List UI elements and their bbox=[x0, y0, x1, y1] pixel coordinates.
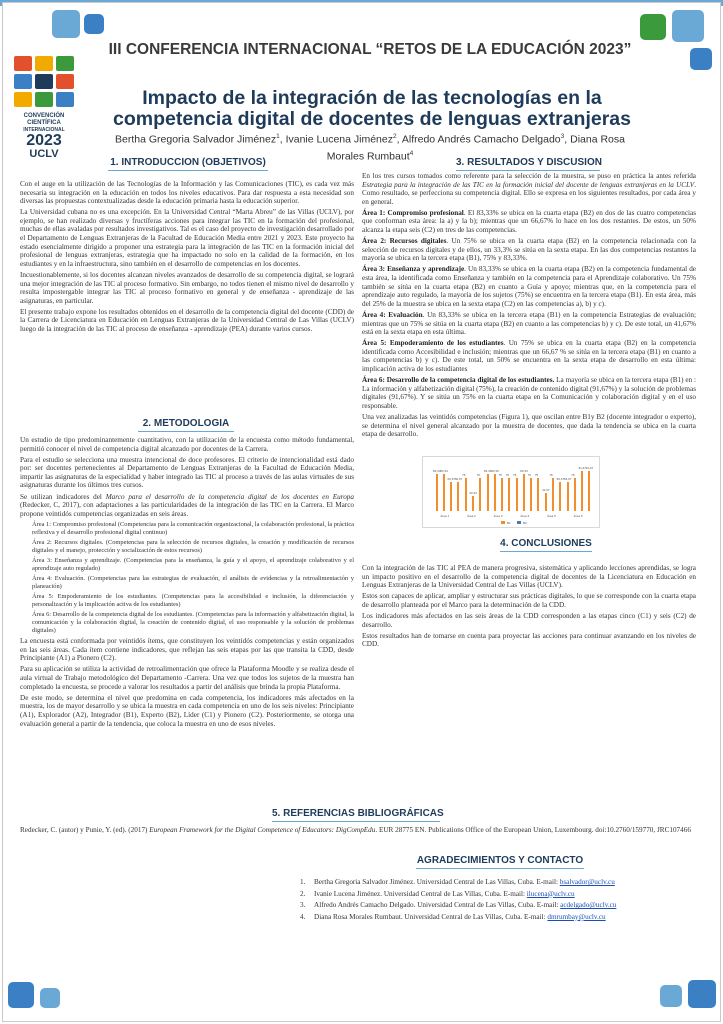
area-text: . Un 83,33% se ubica en la tercera etapa (B1) en la competencia Estrategias de evaluación; mientras que un 75% se sitúa en la cuarta etapa (B2) en cuanto a las competencias b) y c). De este total, un 41,67% está en la sexta etapa en esta última. bbox=[362, 310, 697, 337]
chart-bar bbox=[487, 474, 489, 511]
area-text: . Un 83,33% se ubica en la cuarta etapa (B2) en la competencia fundamental de esta área, la identificada como Enseñanza y también en la competencia para el Aprendizaje colaborativo. Un 75% también se sitúa en la cuarta etapa (B2) en cuanto a Guía y apoyo; mientras que, en la competencia para el aprendizaje auto regulado, la mayoría de los sujetos (75%) se encuentra en la tercera etapa (B1). En esta área, más del 25% de la muestra se ubica en la sexta etapa (C2) en las competencias a), b) y c). bbox=[362, 265, 697, 308]
chart-bar bbox=[457, 482, 459, 511]
chart-bar bbox=[574, 478, 576, 511]
results-body bbox=[362, 172, 696, 441]
chart-bar bbox=[443, 474, 445, 511]
bar-value-label: 75 bbox=[527, 473, 531, 477]
author-3: Alfredo Andrés Camacho Delgado bbox=[401, 133, 561, 146]
result-area bbox=[362, 265, 696, 308]
chart-bar bbox=[479, 478, 481, 511]
area-heading: Área 5: Empoderamiento de los estudiantes bbox=[362, 339, 504, 348]
chart-bar bbox=[501, 478, 503, 511]
bar-value-label: 75 bbox=[549, 473, 553, 477]
contact-number: 2. bbox=[300, 889, 306, 898]
framework-title: Marco para el desarrollo de la competencia digital de los docentes en Europa bbox=[105, 492, 354, 501]
result-area bbox=[362, 311, 696, 337]
method-paragraph: Para el estudio se selecciona una muestra intencional de doce profesores. El criterio de intencionalidad está dado por: ser docentes pertenecientes al Departamento de Lenguas Extranjeras de la Facultad de Educación Media, impartir las asignaturas de la especialidad y haber integrado las TIC al proceso a través de las aulas virtuales de sus asignaturas durante los últimos tres cursos. bbox=[20, 455, 354, 490]
logo-line3: INTERNACIONAL bbox=[23, 127, 65, 133]
deco-square bbox=[40, 988, 60, 1008]
area-item: Área 1: Compromiso profesional (Competencias para la comunicación organizacional, la colaboración profesional, la práctica reflexiva y el desarrollo profesional digital continuo) bbox=[32, 520, 354, 536]
reference-text: Redecker, C. (autor) y Punie, Y. (ed). (2017) bbox=[20, 826, 150, 834]
category-label: Área 5 bbox=[547, 514, 556, 518]
contact-number: 4. bbox=[300, 912, 306, 921]
contact-email-link[interactable]: acdelgado@uclv.cu bbox=[560, 901, 617, 910]
area-item: Área 2: Recursos digitales. (Competencias para la selección de recursos digitales, la creación y modificación de recursos digitales y el manejo, protección y socialización de estos recursos) bbox=[32, 538, 354, 554]
area-item: Área 3: Enseñanza y aprendizaje. (Competencias para la enseñanza, la guía y el apoyo, el aprendizaje colaborativo y el aprendizaje auto regulado) bbox=[32, 557, 354, 572]
section-heading-references: 5. REFERENCIAS BIBLIOGRÁFICAS bbox=[272, 808, 440, 822]
area-heading: Área 2: Recursos digitales bbox=[362, 237, 447, 246]
contact-email-link[interactable]: dmrumbay@uclv.cu bbox=[547, 912, 606, 921]
legend-label: B1 bbox=[507, 521, 511, 525]
deco-square bbox=[690, 48, 712, 70]
category-label: Área 3 bbox=[493, 514, 503, 518]
chart-bar bbox=[545, 493, 547, 511]
method-text: (Redecker, C, 2017), con adaptaciones a las particularidades de la integración de las TIC en la Carrera. El Marco propone veintidós competencias organizadas en seis áreas. bbox=[20, 501, 354, 518]
area-text: . Un 75% se ubica en la cuarta etapa (B2) en la competencia relacionada con la selección de recursos digitales y de ellos, un 33,3% se sitúa en la sexta etapa. En las dos competencias restantes la mayoría se ubica en la tercera etapa (B1), 75% y 83,33%. bbox=[362, 237, 696, 263]
reference-item bbox=[20, 826, 700, 835]
bar-value-label: 83,33 bbox=[483, 469, 492, 474]
logo-mark bbox=[14, 56, 74, 110]
intro-paragraph: El presente trabajo expone los resultados obtenidos en el desarrollo de la competencia digital del docente (CDD) de la Carrera de Licenciatura en Educación en Lenguas Extranjeras de la Universidad Central de Las Villas (UCLV) luego de la integración de las TIC al proceso de enseñanza - aprendizaje (PEA) durante varios cursos. bbox=[20, 307, 354, 333]
deco-square bbox=[688, 980, 716, 1008]
chart-bar bbox=[552, 478, 554, 511]
intro-body bbox=[20, 180, 354, 336]
results-bar-chart bbox=[422, 456, 600, 528]
conclusion-paragraph: Estos resultados han de tomarse en cuenta para proyectar las acciones para continuar avanzando en los niveles de CDD. bbox=[362, 631, 696, 649]
bar-value-label: 83,33 bbox=[520, 469, 528, 474]
method-paragraph: Un estudio de tipo predominantemente cuantitativo, con la utilización de la encuesta como método fundamental, permitió conocer el nivel de competencia digital alcanzado por docentes de la Carrera. bbox=[20, 436, 354, 453]
bar-value-label: 66,67 bbox=[447, 476, 456, 481]
legend-swatch bbox=[517, 521, 521, 524]
deco-square bbox=[672, 10, 704, 42]
author-4-sup: 4 bbox=[409, 149, 414, 157]
section-heading-ack: AGRADECIMIENTOS Y CONTACTO bbox=[416, 855, 584, 869]
conclusion-paragraph: Los indicadores más afectados en las seis áreas de la CDD corresponden a las etapas cinco (C1) y seis (C2) de desarrollo. bbox=[362, 611, 696, 629]
method-text: Se utilizan indicadores del bbox=[20, 492, 106, 501]
bar-value-label: 75 bbox=[513, 473, 517, 477]
bar-value-label: 83,33 bbox=[440, 469, 448, 474]
result-area bbox=[362, 209, 696, 235]
bar-value-label: 66,67 bbox=[556, 476, 565, 481]
results-text: . Como resultado, se perfecciona su competencia digital. Ello se expresa en los siguientes resultados, por cada área y en general. bbox=[362, 180, 696, 206]
legend-label: B2 bbox=[523, 521, 527, 525]
chart-bar bbox=[472, 496, 474, 511]
contact-item bbox=[300, 901, 645, 910]
results-paragraph bbox=[362, 172, 696, 206]
contact-list bbox=[300, 878, 645, 924]
bar-value-label: 75 bbox=[498, 473, 502, 477]
chart-bar bbox=[508, 478, 510, 511]
conference-title: III CONFERENCIA INTERNACIONAL “RETOS DE LA EDUCACIÓN 2023” bbox=[108, 41, 632, 58]
section-heading-intro: 1. INTRODUCCION (OBJETIVOS) bbox=[108, 157, 268, 171]
results-text: En los tres cursos tomados como referente para la selección de la muestra, se puso en práctica la antes referida bbox=[362, 172, 696, 180]
contact-item bbox=[300, 890, 645, 899]
chart-bar bbox=[436, 474, 438, 511]
bar-value-label: 75 bbox=[505, 473, 510, 477]
bar-value-label: 75 bbox=[462, 473, 466, 477]
author-1: Bertha Gregoria Salvador Jiménez bbox=[115, 133, 277, 146]
poster-title: Impacto de la integración de las tecnologías en la competencia digital de docentes de lenguas extranjeras bbox=[112, 87, 631, 130]
chart-bar bbox=[559, 482, 561, 511]
section-heading-results: 3. RESULTADOS Y DISCUSION bbox=[456, 157, 600, 171]
section-heading-conclusions: 4. CONCLUSIONES bbox=[500, 538, 592, 552]
contact-item bbox=[300, 878, 645, 887]
area-heading: Área 4: Evaluación bbox=[362, 310, 423, 319]
chart-bar bbox=[523, 474, 525, 511]
chart-bar bbox=[537, 478, 539, 511]
author-3-sup: 3 bbox=[560, 133, 565, 140]
result-area bbox=[362, 376, 696, 410]
area-heading: Área 1: Compromiso profesional bbox=[362, 208, 464, 217]
chart-bar bbox=[581, 471, 583, 511]
intro-paragraph: Incuestionablemente, si los docentes alcanzan niveles avanzados de desarrollo de su competencia digital, se logrará una mejor integración de las TIC al proceso formativo. Sin embargo, no todos tienen el mismo nivel de desarrollo y resulta impostergable integrar las TIC al proceso formativo en general y de enseñanza - aprendizaje de las asignaturas, en particular. bbox=[20, 270, 354, 305]
logo-org: UCLV bbox=[29, 148, 59, 160]
author-list: Bertha Gregoria Salvador Jiménez$^1$, Ivanie Lucena Jiménez$^2$, Alfredo Andrés Camacho Delgado$^3$, Diana Rosa Morales Rumbaut$^4$ bbox=[115, 133, 625, 162]
result-area bbox=[362, 339, 696, 373]
chart-bar bbox=[516, 478, 518, 511]
bar-value-label: 83,33 bbox=[433, 469, 441, 474]
bar-value-label: 66,67 bbox=[454, 476, 463, 481]
area-text: La mayoría se ubica en la tercera etapa (B1) en : La información y alfabetización digital (75%), la creación de contenido digital (91,67%) y la solución de problemas digitales (91,67%). Y se sitúa un 75% en la cuarta etapa en la Comunicación y colaboración digital y en el uso responsable. bbox=[362, 376, 696, 410]
area-heading: Área 3: Enseñanza y aprendizaje bbox=[362, 265, 465, 274]
logo-line1: CONVENCIÓN bbox=[23, 113, 65, 119]
category-label: Área 4 bbox=[520, 514, 530, 518]
contact-text: Bertha Gregoria Salvador Jiménez. Universidad Central de Las Villas, Cuba. E-mail: bbox=[314, 878, 560, 886]
method-paragraph: Para su aplicación se utiliza la actividad de retroalimentación que ofrece la Plataforma Moodle y se realiza desde el aula virtual de Trabajo metodológico del Departamento -Carrera. Una vez que todos los sujetos de la muestra han completado la encuesta, se procede a valorar los resultados a partir del análisis que brinda la propia Plataforma. bbox=[20, 665, 354, 691]
result-area bbox=[362, 237, 696, 263]
conclusion-paragraph: Estos son capaces de aplicar, ampliar y estructurar sus prácticas digitales, lo que se corresponde con la cuarta etapa de desarrollo planteada por el Marco para la determinación de la CDD. bbox=[362, 592, 696, 609]
category-label: Área 2 bbox=[467, 514, 476, 518]
intro-paragraph: Con el auge en la utilización de las Tecnologías de la Información y las Comunicaciones (TIC), es cada vez más necesaria su integración en la educación en todos los niveles educativos. Para dar respuesta a esta necesidad son diversas las propuestas contextualizadas desde la educación primaria hasta la educación superior. bbox=[20, 180, 354, 206]
deco-square bbox=[84, 14, 104, 34]
area-item: Área 6: Desarrollo de la competencia digital de los estudiantes. (Competencias para la información y alfabetización digital, la comunicación y la colaboración digital, la creación de contenido digital, el uso responsable y la solución de problemas digitales) bbox=[32, 611, 354, 634]
contact-text: Alfredo Andrés Camacho Delgado. Universidad Central de Las Villas, Cuba. E-mail: bbox=[314, 901, 561, 910]
bar-value-label: 91,67 bbox=[578, 465, 586, 470]
results-paragraph: Una vez analizadas las veintidós competencias (Figura 1), que oscilan entre B1y B2 (docente integrador o experto), se determina el nivel general alcanzado por la muestra de docentes, que dada la tendencia se ubica en la cuarta etapa de desarrollo. bbox=[362, 412, 696, 439]
author-4: Diana Rosa Morales Rumbaut bbox=[326, 133, 625, 162]
area-text: . El 83,33% se ubica en la cuarta etapa (B2) en dos de las cuatro competencias que conforman esta área: la a) y la b); mientras que un 66,67% lo hace en los dos restantes. De estos, un 50% alcanza la etapa seis (C2) en tres de las competencias. bbox=[362, 208, 696, 235]
deco-square bbox=[640, 14, 666, 40]
bar-value-label: 91,67 bbox=[585, 465, 594, 470]
deco-square bbox=[52, 10, 80, 38]
bar-value-label: 41,67 bbox=[542, 487, 550, 492]
bar-value-label: 33,33 bbox=[469, 491, 477, 496]
references-body bbox=[20, 826, 700, 837]
contact-email-link[interactable]: ilucena@uclv.cu bbox=[526, 889, 575, 898]
contact-text: Ivanie Lucena Jiménez. Universidad Central de Las Villas, Cuba. E-mail: bbox=[314, 889, 527, 898]
bar-value-label: 83,33 bbox=[491, 469, 499, 474]
contact-number: 3. bbox=[300, 901, 306, 910]
contact-text: Diana Rosa Morales Rumbaut. Universidad Central de Las Villas, Cuba. E-mail: bbox=[314, 912, 548, 921]
chart-bar bbox=[588, 471, 590, 511]
author-2-sup: 2 bbox=[392, 133, 397, 140]
author-1-sup: 1 bbox=[276, 133, 280, 140]
contact-number: 1. bbox=[300, 878, 306, 886]
convention-logo bbox=[14, 56, 74, 160]
category-label: Área 6 bbox=[573, 514, 583, 518]
legend-swatch bbox=[501, 521, 505, 524]
contact-item bbox=[300, 913, 645, 922]
chart-bar bbox=[567, 482, 569, 511]
area-item: Área 4: Evaluación. (Competencias para las estrategias de evaluación, el análisis de evidencias y la retroalimentación y planeación) bbox=[32, 575, 354, 590]
logo-line2: CIENTÍFICA bbox=[27, 120, 61, 126]
deco-square bbox=[660, 985, 682, 1007]
bar-value-label: 66,67 bbox=[563, 476, 572, 481]
bar-value-label: 75 bbox=[534, 473, 539, 477]
method-body bbox=[20, 436, 354, 731]
area-item: Área 5: Empoderamiento de los estudiantes. (Competencias para la accesibilidad e inclusión, la diferenciación y personalización y la implicación activa de los estudiantes) bbox=[32, 593, 354, 609]
logo-year: 2023 bbox=[26, 132, 62, 149]
contact-email-link[interactable]: bsalvador@uclv.cu bbox=[559, 878, 615, 886]
area-text: . Un 75% se ubica en la cuarta etapa (B2) en la competencia identificada como Accesibilidad e inclusión; mientras que un 66,67 % se sitúa en la tercera etapa (B1) en cuanto a las competencias b) y c). De este total, un 50% se encuentra en la sexta etapa de desarrollo en esta última: implicación activa de los estudiantes bbox=[362, 339, 696, 373]
author-2: Ivanie Lucena Jiménez bbox=[285, 133, 393, 146]
method-paragraph bbox=[20, 493, 354, 519]
intro-paragraph: La Universidad cubana no es una excepción. En la Universidad Central “Marta Abreu” de las Villas (UCLV), por ejemplo, se han realizado diversas y fructíferas acciones para integrar las TIC en la formación del profesional, muchas de ellas avaladas por resultados investigativos. Tal es el caso del proyecto de investigación desarrollado por el Departamento de Lenguas Extranjeras de la Facultad de Educación Media entre 2021 y 2023. Este proyecto ha estado esencialmente dirigido a proponer una estrategia para la integración de las TIC en la formación inicial del profesional de lenguas extranjeras, estrategia que ha impactado no solo en la calidad de la formación, en los estudiantes y en la infraestructura, sino también en el desarrollo de competencias en los docentes. bbox=[20, 208, 354, 268]
method-paragraph: De este modo, se determina el nivel que predomina en cada competencia, los indicadores más afectados en la muestra, los de mayor desarrollo y se ubica la muestra en cada competencia en uno de los seis niveles: Principiante (A1), Explorador (A2), Integrador (B1), Experto (B2), Líder (C1) y Pionero (C2). Posteriormente, se otorga una evaluación general a partir de la tendencia, que coloca la muestra en uno de esos niveles. bbox=[20, 693, 354, 728]
reference-text: . EUR 28775 EN. Publications Office of the European Union, Luxembourg. doi:10.2760/159770, JRC107466 bbox=[375, 826, 691, 834]
strategy-title: Estrategia para la integración de las TIC en la formación inicial del docente de lenguas extranjeras en la UCLV bbox=[362, 180, 695, 189]
conclusion-paragraph: Con la integración de las TIC al PEA de manera progresiva, sistemática y aplicando lecciones aprendidas, se logra un impacto positivo en el desarrollo de la competencia digital de docentes de la Licenciatura en Educación en Lenguas Extranjeras de la Universidad Central de Las Villas (UCLV). bbox=[362, 564, 696, 590]
reference-title: European Framework for the Digital Competence of Educators: DigCompEdu bbox=[149, 826, 376, 834]
section-heading-method: 2. METODOLOGIA bbox=[138, 418, 234, 432]
method-paragraph: La encuesta está conformada por veintidós ítems, que constituyen los veintidós competencias y están organizados en las seis áreas. Cada ítem contiene indicadores, que reflejan las seis etapas por las que transita la CDD, desde Principiante (A1) a Pionero (C2). bbox=[20, 637, 354, 663]
deco-square bbox=[8, 982, 34, 1008]
area-heading: Área 6: Desarrollo de la competencia digital de los estudiantes. bbox=[362, 376, 555, 385]
chart-bar bbox=[450, 482, 452, 511]
conclusions-body bbox=[362, 564, 696, 651]
bar-value-label: 75 bbox=[571, 473, 575, 477]
chart-bar bbox=[494, 474, 496, 511]
category-label: Área 1 bbox=[440, 514, 450, 518]
bar-value-label: 75 bbox=[476, 473, 480, 477]
chart-bar bbox=[530, 478, 532, 511]
chart-bar bbox=[465, 478, 467, 511]
